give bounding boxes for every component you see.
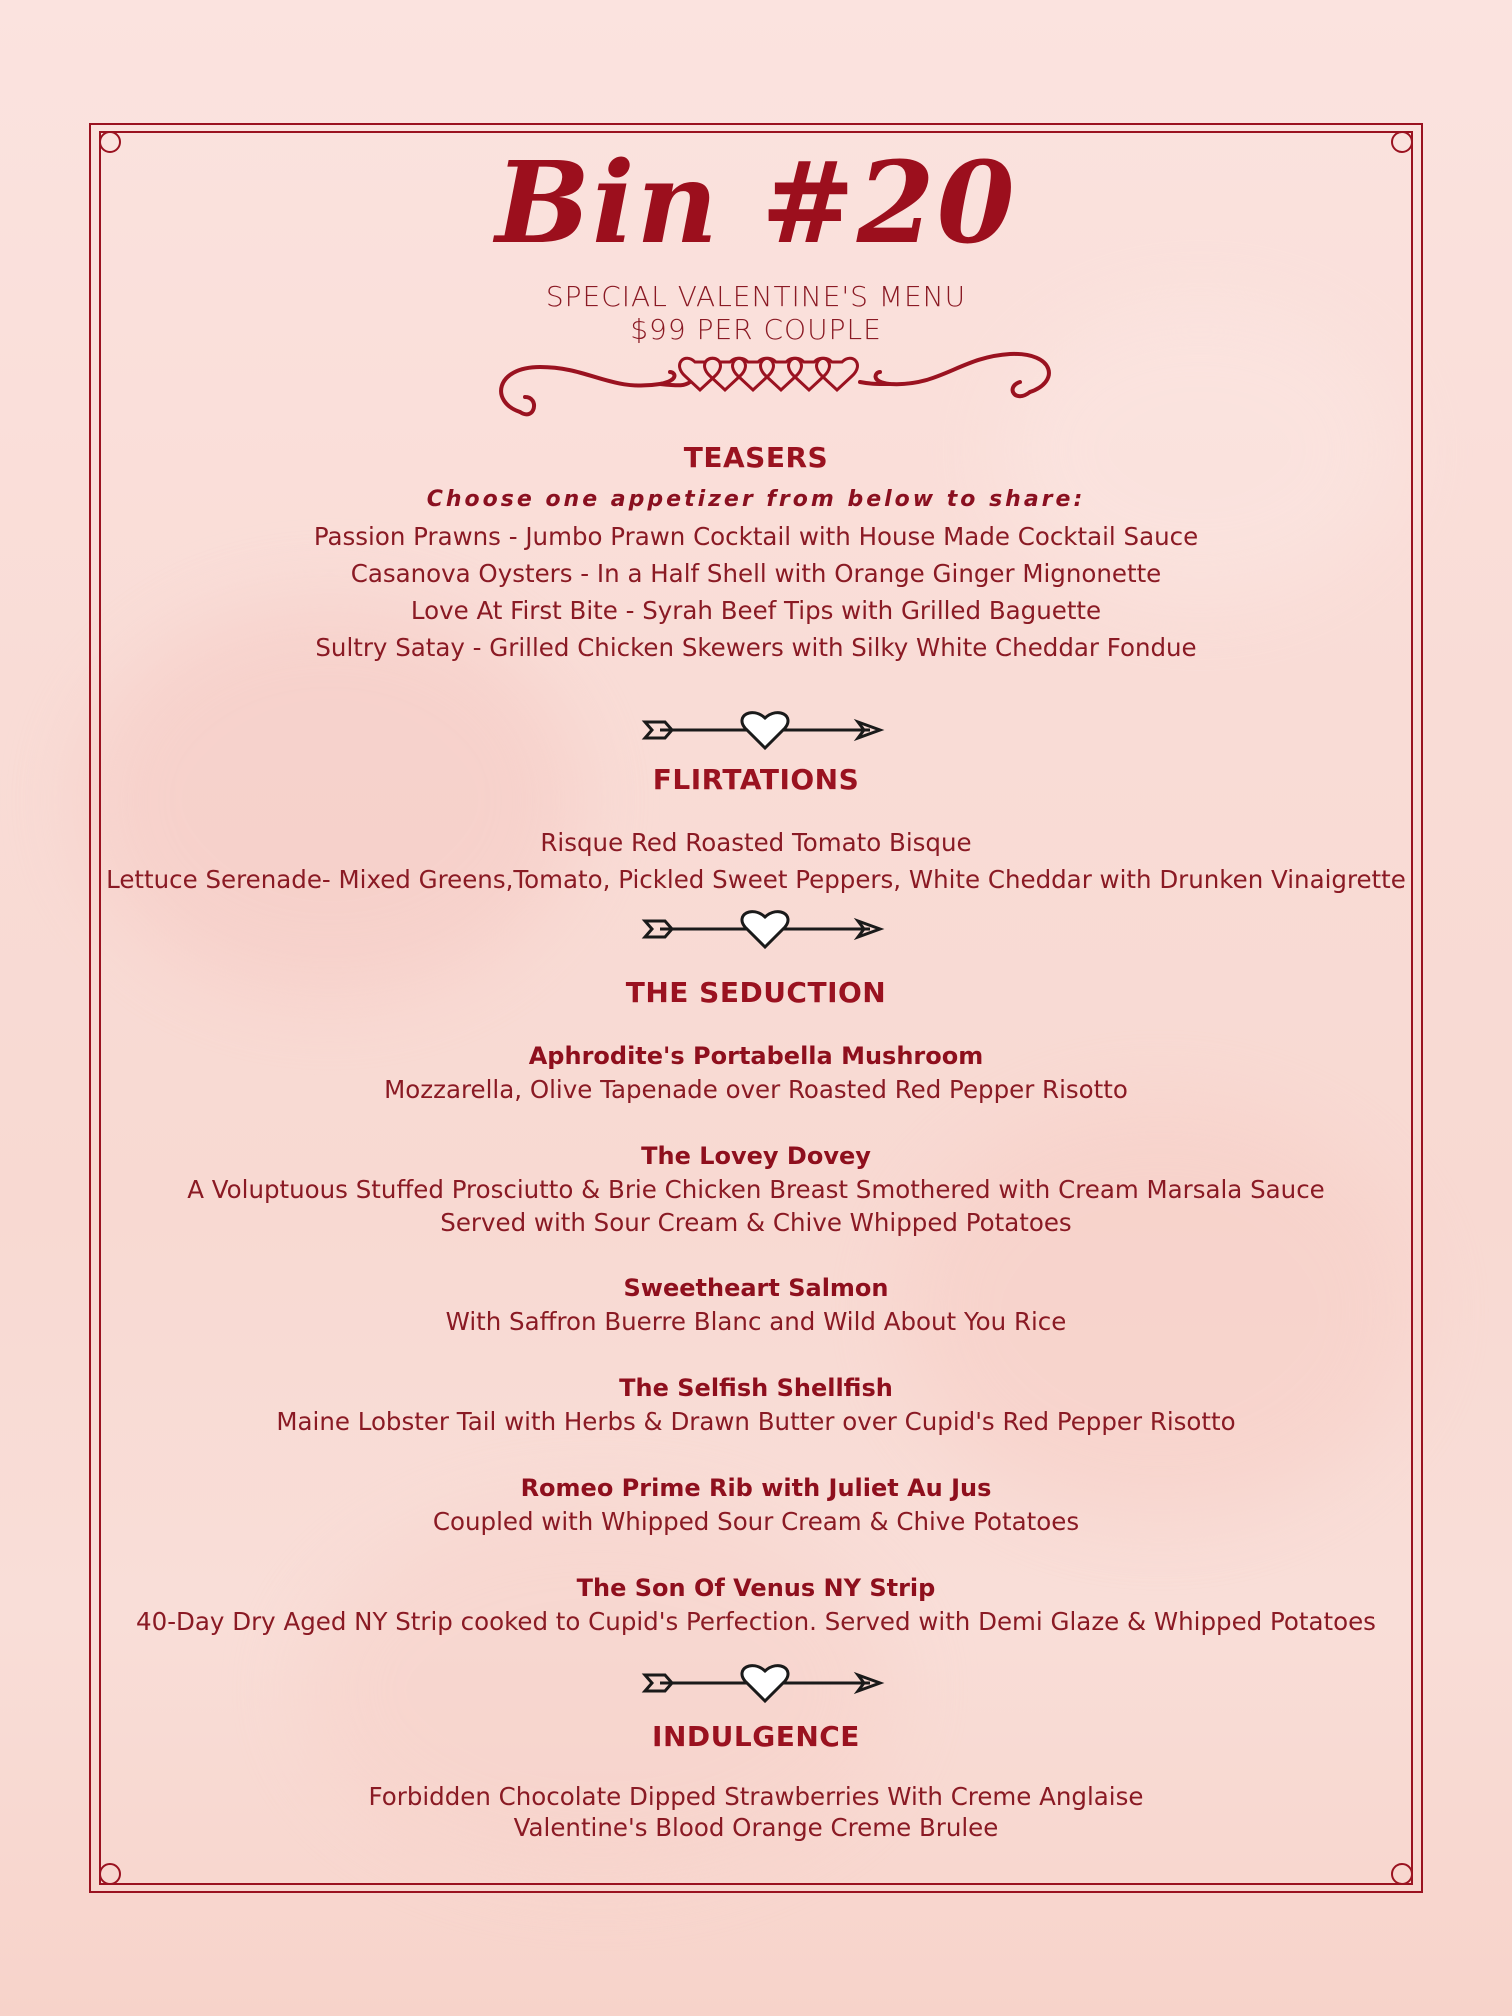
dish-description: 40-Day Dry Aged NY Strip cooked to Cupid's Perfection. Served with Demi Glaze & Whipped Potatoes: [136, 1607, 1376, 1636]
dish-name: The Lovey Dovey: [641, 1142, 871, 1170]
teasers-instruction: Choose one appetizer from below to share:: [426, 487, 1086, 512]
flirtation-item: Lettuce Serenade- Mixed Greens,Tomato, Pickled Sweet Peppers, White Cheddar with Drunken Vinaigrette: [106, 865, 1406, 894]
dish-name: Aphrodite's Portabella Mushroom: [528, 1042, 984, 1070]
flourish-hearts-ornament: [480, 342, 1070, 432]
section-heading-seduction: THE SEDUCTION: [625, 976, 887, 1009]
teaser-item: Casanova Oysters - In a Half Shell with Orange Ginger Mignonette: [350, 559, 1162, 588]
dish-description: With Saffron Buerre Blanc and Wild About You Rice: [445, 1307, 1067, 1336]
dish-description: Maine Lobster Tail with Herbs & Drawn Butter over Cupid's Red Pepper Risotto: [276, 1407, 1236, 1436]
dessert-item: Forbidden Chocolate Dipped Strawberries With Creme Anglaise: [368, 1782, 1144, 1811]
teaser-item: Sultry Satay - Grilled Chicken Skewers with Silky White Cheddar Fondue: [315, 633, 1197, 662]
dish-description: Mozzarella, Olive Tapenade over Roasted Red Pepper Risotto: [384, 1075, 1128, 1104]
dish-description: Served with Sour Cream & Chive Whipped Potatoes: [440, 1208, 1072, 1237]
dessert-item: Valentine's Blood Orange Creme Brulee: [513, 1813, 999, 1842]
dish-name: The Son Of Venus NY Strip: [576, 1574, 936, 1602]
arrow-heart-divider: [640, 903, 890, 953]
dish-description: Coupled with Whipped Sour Cream & Chive Potatoes: [432, 1507, 1080, 1536]
dish-name: Sweetheart Salmon: [623, 1274, 889, 1302]
price-subtitle: $99 PER COUPLE: [630, 313, 882, 346]
restaurant-title: Bin #20: [495, 138, 1017, 269]
dish-description: A Voluptuous Stuffed Prosciutto & Brie Chicken Breast Smothered with Cream Marsala Sauce: [187, 1175, 1325, 1204]
section-heading-indulgence: INDULGENCE: [652, 1720, 860, 1753]
section-heading-teasers: TEASERS: [683, 441, 829, 474]
dish-name: Romeo Prime Rib with Juliet Au Jus: [520, 1474, 992, 1502]
flirtation-item: Risque Red Roasted Tomato Bisque: [540, 828, 972, 857]
teaser-item: Passion Prawns - Jumbo Prawn Cocktail with House Made Cocktail Sauce: [313, 522, 1199, 551]
dish-name: The Selfish Shellfish: [619, 1374, 893, 1402]
section-heading-flirtations: FLIRTATIONS: [652, 763, 860, 796]
arrow-heart-divider: [640, 1657, 890, 1707]
arrow-heart-divider: [640, 704, 890, 754]
menu-subtitle: SPECIAL VALENTINE'S MENU: [545, 280, 967, 313]
teaser-item: Love At First Bite - Syrah Beef Tips with Grilled Baguette: [410, 596, 1102, 625]
